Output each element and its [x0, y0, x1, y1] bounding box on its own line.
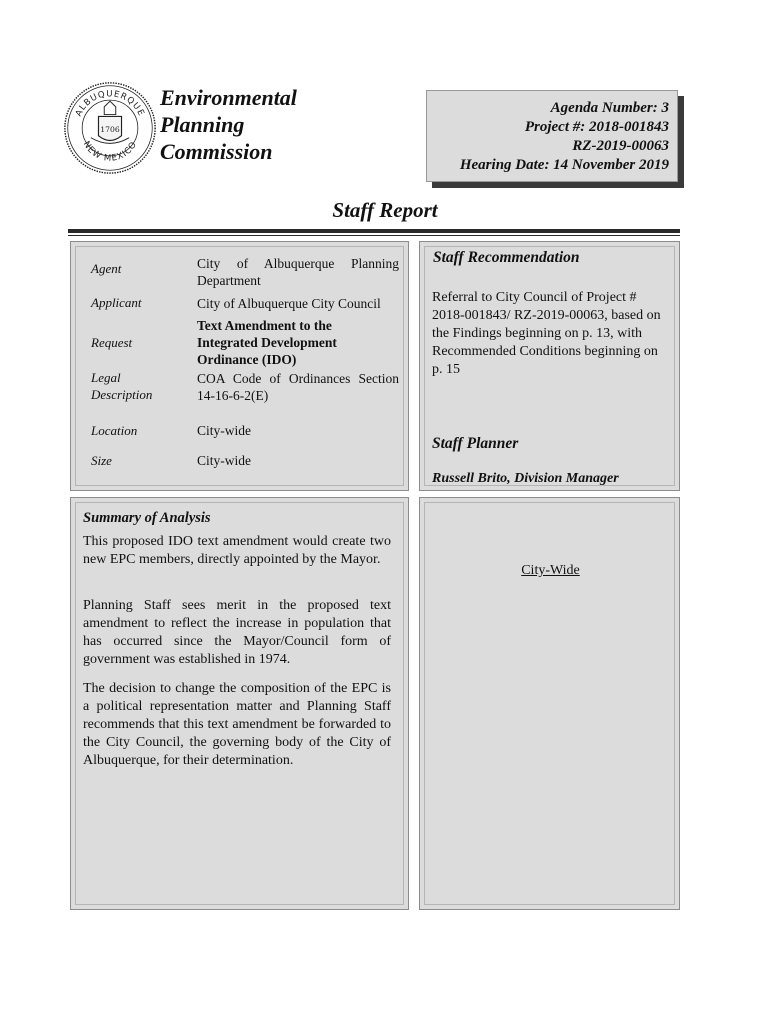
agent-value: City of Albuquerque Planning Department: [197, 256, 399, 288]
request-value: Text Amendment to the Integrated Development Ordinance (IDO): [197, 318, 337, 367]
summary-paragraph-3: The decision to change the composition of the EPC is a political representation matter and Planning Staff recommends that this text amendment be forwarded to the City Council, the governing body of the City of Albuquerque, for their determination.: [83, 681, 391, 768]
seal-year: 1706: [100, 124, 120, 134]
seal-bottom-text: NEW MEXICO: [80, 139, 140, 164]
location-value: City-wide: [197, 423, 251, 438]
case-number: RZ-2019-00063: [572, 138, 669, 154]
description-label: Description: [91, 387, 153, 402]
agenda-number: Agenda Number: 3: [550, 100, 669, 116]
staff-planner-name: Russell Brito, Division Manager: [432, 471, 619, 486]
location-label: Location: [91, 423, 138, 438]
seal-top-text: ALBUQUERQUE: [73, 89, 147, 119]
applicant-value: City of Albuquerque City Council: [197, 296, 381, 311]
legal-value: COA Code of Ordinances Section 14-16-6-2(E): [197, 371, 399, 403]
divider-thin: [68, 235, 680, 236]
applicant-label: Applicant: [91, 295, 142, 310]
hearing-date: Hearing Date: 14 November 2019: [459, 157, 669, 173]
svg-text:ALBUQUERQUE: [74, 89, 146, 118]
location-map-panel: [419, 497, 680, 910]
summary-heading: Summary of Analysis: [83, 510, 211, 526]
map-label: City-Wide: [521, 563, 580, 578]
summary-paragraph-2: Planning Staff sees merit in the proposed text amendment to reflect the increase in population that has occurred since the Mayor/Council form of government was established in 1974.: [83, 598, 391, 667]
project-number: Project #: 2018-001843: [524, 119, 669, 135]
title-line-3: Commission: [160, 139, 273, 164]
agenda-box: [426, 90, 678, 182]
size-value: City-wide: [197, 453, 251, 468]
case-info-panel: [70, 241, 409, 491]
commission-title: [160, 84, 297, 165]
size-label: Size: [91, 453, 112, 468]
staff-planner-heading: Staff Planner: [432, 435, 519, 452]
summary-paragraph-1: This proposed IDO text amendment would create two new EPC members, directly appointed by the Mayor.: [83, 534, 391, 567]
city-seal-logo: [62, 80, 158, 176]
legal-label: Legal: [91, 370, 121, 385]
summary-of-analysis-panel: [70, 497, 409, 910]
agent-label: Agent: [91, 261, 122, 276]
divider-thick: [68, 229, 680, 233]
staff-recommendation-heading: Staff Recommendation: [433, 249, 580, 266]
title-line-1: Environmental: [160, 85, 297, 110]
report-title: Staff Report: [332, 198, 438, 222]
title-line-2: Planning: [160, 112, 245, 137]
staff-recommendation-text: Referral to City Council of Project # 2018-001843/ RZ-2019-00063, based on the Findings beginning on p. 13, with Recommended Conditions beginning on p. 15: [432, 290, 661, 377]
request-label: Request: [91, 335, 133, 350]
staff-recommendation-panel: [419, 241, 680, 491]
